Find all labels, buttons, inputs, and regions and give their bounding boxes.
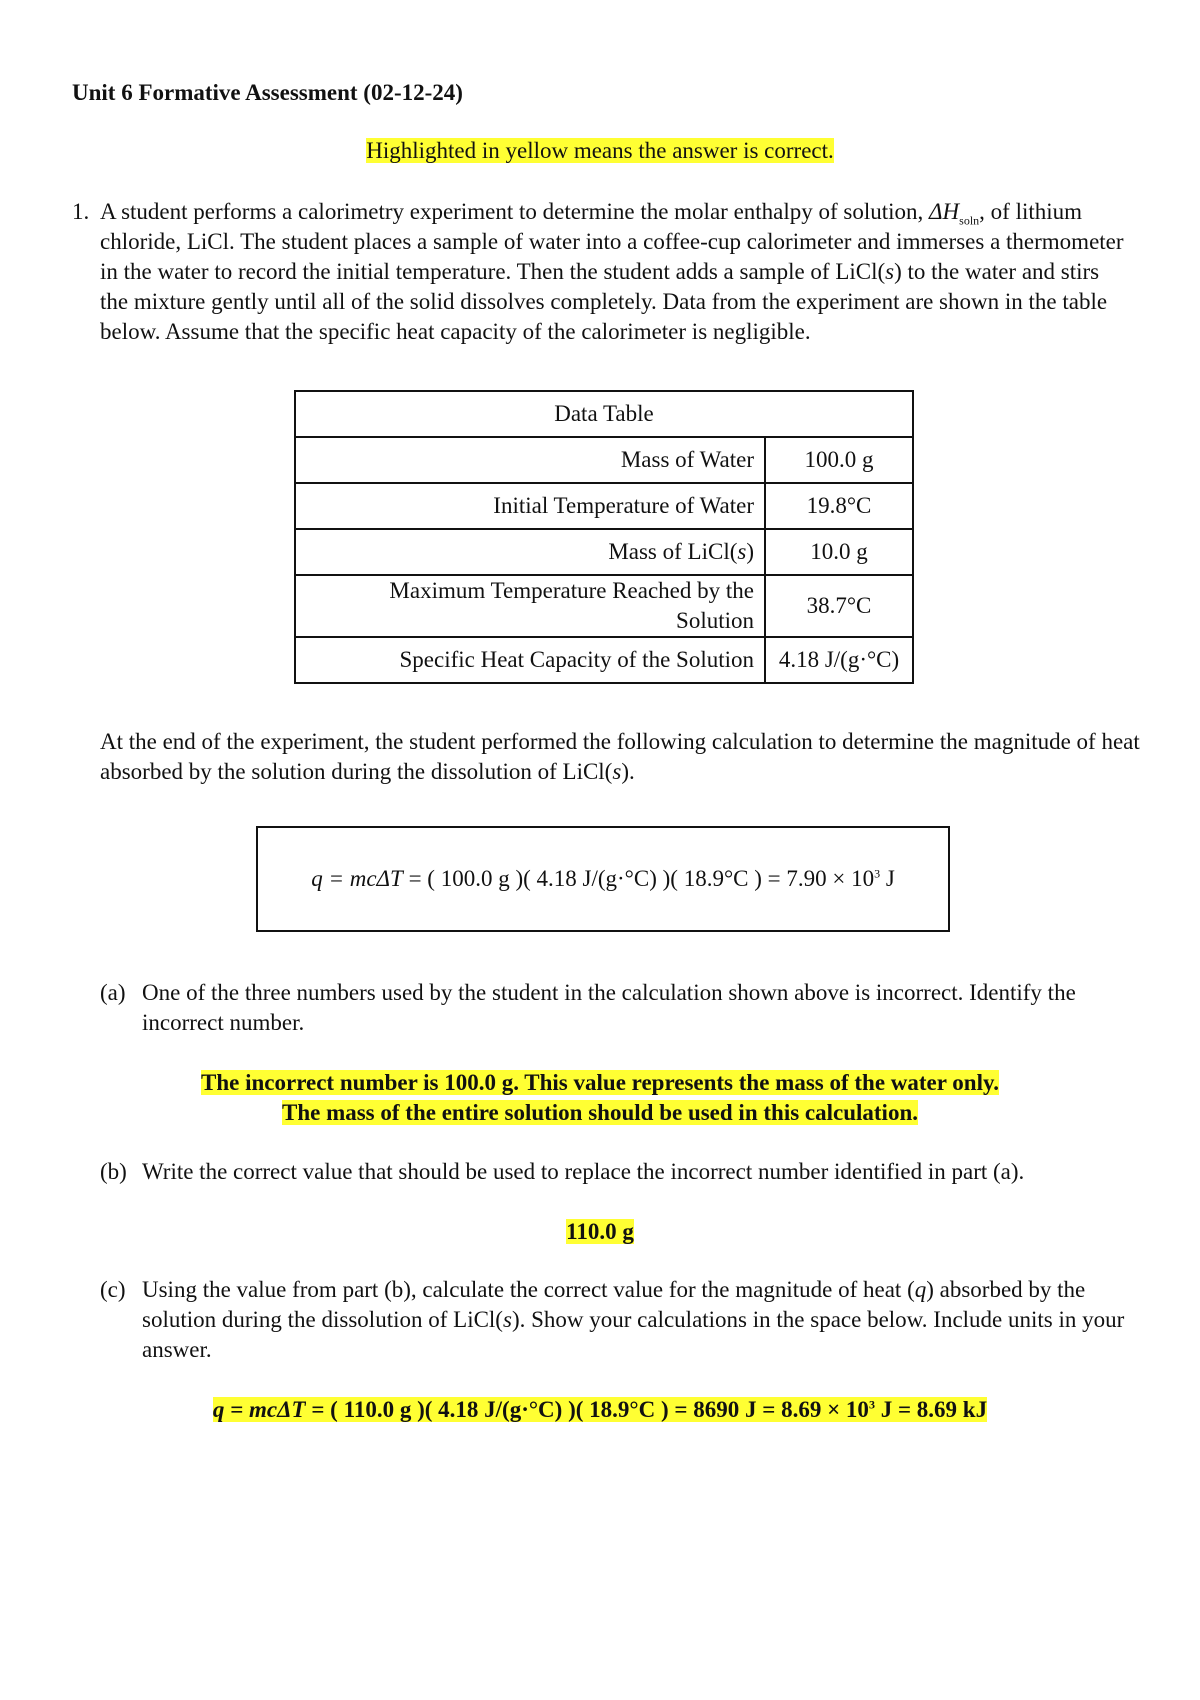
part-c-answer [0, 1395, 1200, 1425]
part-label: (a) [100, 980, 126, 1005]
q1-text-part: ) to the water and stirs the mixture gently until all of the solid dissolves completely. Data from the experiment are shown in the table below. Assume that the specific heat capacity of the calorimeter is negligible. [100, 259, 1108, 344]
row-value: 10.0 g [765, 529, 913, 575]
row-value: 100.0 g [765, 437, 913, 483]
table-row [295, 483, 913, 529]
part-c [100, 1275, 1140, 1365]
row-value: 4.18 J/(g·°C) [765, 637, 913, 683]
part-a [100, 978, 1140, 1038]
state-symbol: s [502, 1307, 512, 1332]
part-a-answer-line-1 [0, 1068, 1200, 1098]
delta-h-symbol: ΔH [929, 199, 960, 224]
row-label: Mass of Water [295, 437, 765, 483]
row-label: Specific Heat Capacity of the Solution [295, 637, 765, 683]
formula-text: = mcΔT [224, 1397, 306, 1422]
table-row [295, 437, 913, 483]
state-symbol: s [737, 539, 747, 564]
row-value: 38.7°C [765, 575, 913, 637]
state-symbol: s [612, 759, 622, 784]
part-a-answer-line-2 [0, 1098, 1200, 1128]
table-row [295, 575, 913, 637]
part-c-text-part: Using the value from part (b), calculate the correct value for the magnitude of heat ( [142, 1277, 915, 1302]
answer-text: The mass of the entire solution should be used in this calculation. [281, 1100, 918, 1125]
part-b [100, 1157, 1140, 1187]
row-value: 19.8°C [765, 483, 913, 529]
table-row [295, 529, 913, 575]
exponent: 3 [868, 1397, 875, 1412]
q1-text-part: , of lithium chloride, LiCl. The student places a sample of water into a coffee-cup calorimeter and immerses a thermometer in the water to record the initial temperature. Then the student adds a sample of LiCl( [100, 199, 1124, 284]
calc-unit: J [880, 866, 895, 891]
state-symbol: s [885, 259, 895, 284]
part-b-text: Write the correct value that should be used to replace the incorrect number identified in part (a). [142, 1159, 1025, 1184]
answer-text: 110.0 g [566, 1219, 634, 1244]
exponent: 3 [874, 866, 881, 881]
data-table [294, 390, 914, 684]
part-c-text-part: ) absorbed by the solution during the dissolution of LiCl( [142, 1277, 1086, 1332]
highlight-note-text: Highlighted in yellow means the answer is correct. [366, 138, 834, 163]
part-label: (c) [100, 1277, 126, 1302]
row-label-part: Mass of LiCl( [608, 539, 738, 564]
part-a-text: One of the three numbers used by the student in the calculation shown above is incorrect. Identify the incorrect number. [142, 980, 1076, 1035]
soln-subscript: soln [959, 213, 980, 228]
calculation-intro [100, 727, 1140, 787]
question-number: 1. [72, 199, 90, 224]
row-label [295, 529, 765, 575]
q1-text-part: A student performs a calorimetry experiment to determine the molar enthalpy of solution, [100, 199, 930, 224]
row-label-part: ) [746, 539, 754, 564]
q-symbol: q [311, 866, 323, 891]
part-c-text [142, 1275, 1140, 1365]
answer-text: The incorrect number is 100.0 g. This value represents the mass of the water only. [201, 1070, 999, 1095]
answer-text [213, 1397, 987, 1422]
calc-unit: J = 8.69 kJ [874, 1397, 988, 1422]
part-label: (b) [100, 1159, 127, 1184]
question-1-text [100, 197, 1132, 347]
q-symbol: q [914, 1277, 927, 1302]
student-calculation-box [256, 826, 950, 932]
table-row [295, 637, 913, 683]
intro-text-part: ). [621, 759, 635, 784]
intro-text-part: At the end of the experiment, the student performed the following calculation to determine the magnitude of heat absorbed by the solution during the dissolution of LiCl( [100, 729, 1140, 784]
calc-text: = ( 100.0 g )( 4.18 J/(g·°C) )( 18.9°C ) = 7.90 × 10 [402, 866, 875, 891]
calc-text: = ( 110.0 g )( 4.18 J/(g·°C) )( 18.9°C ) = 8690 J = 8.69 × 10 [305, 1397, 869, 1422]
page-title: Unit 6 Formative Assessment (02-12-24) [72, 80, 463, 105]
part-b-answer [0, 1217, 1200, 1247]
student-calculation [258, 864, 948, 894]
table-header-row [295, 391, 913, 437]
q-symbol: q [212, 1397, 225, 1422]
table-header: Data Table [295, 391, 913, 437]
question-1 [72, 197, 1132, 347]
formula-text: = mcΔT [322, 866, 403, 891]
row-label: Initial Temperature of Water [295, 483, 765, 529]
row-label: Maximum Temperature Reached by the Solution [295, 575, 765, 637]
part-c-text-part: ). Show your calculations in the space below. Include units in your answer. [142, 1307, 1125, 1362]
highlight-note [0, 136, 1200, 166]
